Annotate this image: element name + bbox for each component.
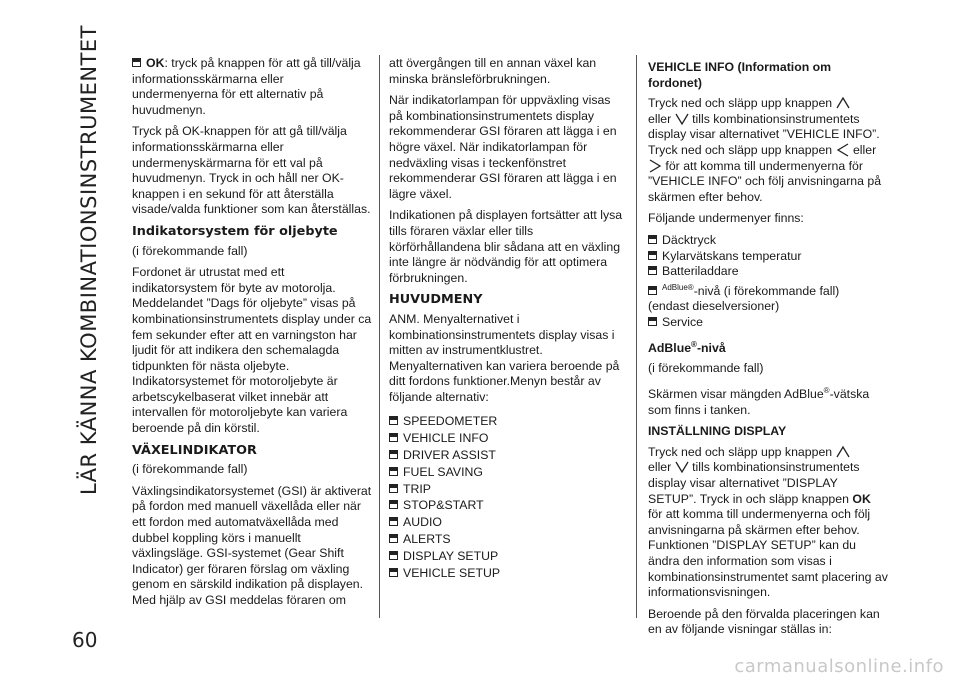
page-number: 60 <box>72 628 98 652</box>
list-item: TRIP <box>389 481 626 498</box>
bullet-icon <box>389 484 398 493</box>
arrow-down-icon <box>675 112 689 126</box>
list-item: AUDIO <box>389 514 626 531</box>
list-item: ALERTS <box>389 531 626 548</box>
column-2 <box>389 56 626 581</box>
bullet-icon <box>132 58 141 67</box>
menu-list <box>389 413 626 581</box>
column-divider <box>636 55 637 618</box>
paragraph: Tryck på OK-knappen för att gå till/välja informationsskärmarna eller undermenyskärmarna för ett val på huvudmenyn. Tryck in och håll ner OK-knappen i en sekund för att återställa visade/valda funktioner som kan återställas. <box>132 124 371 217</box>
paragraph: Skärmen visar mängden AdBlue®-vätska som finns i tanken. <box>648 385 870 417</box>
list-item: SPEEDOMETER <box>389 413 626 430</box>
bullet-icon <box>389 500 398 509</box>
bullet-icon <box>389 467 398 476</box>
section-heading-gear: VÄXELINDIKATOR <box>132 442 257 458</box>
paragraph: Indikationen på displayen fortsätter att lysa tills föraren växlar eller tills körförhållandena blir sådana att en växling inte längre är nödvändig för att optimera förbrukningen. <box>389 208 623 285</box>
section-heading-vehicle-info: VEHICLE INFO (Information om fordonet) <box>648 60 832 90</box>
paragraph: (i förekommande fall) <box>132 462 248 477</box>
paragraph: När indikatorlampan för uppväxling visas på kombinationsinstrumentets display rekommenderar GSI föraren att lägga i en högre växel. När indikatorlampan för nedväxling visas i teckenfönstret rekommenderar GSI föraren att lägga i en lägre växel. <box>389 93 617 201</box>
section-heading-adblue: AdBlue®-nivå <box>648 339 726 355</box>
column-3 <box>648 56 888 644</box>
bullet-icon <box>648 235 657 244</box>
bullet-icon <box>389 450 398 459</box>
list-item: $^{AdBlue®}$-nivå (i förekommande fall) <box>648 280 888 300</box>
paragraph: Följande undermenyer finns: <box>648 211 804 226</box>
bullet-icon <box>648 251 657 260</box>
bullet-icon <box>389 433 398 442</box>
section-heading-main-menu: HUVUDMENY <box>389 292 483 308</box>
list-item: DRIVER ASSIST <box>389 447 626 464</box>
ok-label: OK <box>146 56 165 70</box>
bullet-icon <box>389 534 398 543</box>
vehicle-info-paragraph: Tryck ned och släpp upp knappen eller tills kombinationsinstrumentets display visar alternativet ”VEHICLE INFO”. Tryck ned och släpp upp knappen eller för att komma till undermenyerna för ”VEHICLE INFO” och följ anvisningarna på skärmen efter behov. <box>648 96 882 204</box>
bullet-icon <box>389 517 398 526</box>
list-item: VEHICLE SETUP <box>389 565 626 582</box>
ok-paragraph <box>132 56 372 118</box>
arrow-left-icon <box>836 143 850 157</box>
paragraph: (i förekommande fall) <box>648 361 764 376</box>
bullet-icon <box>389 568 398 577</box>
section-heading-oil: Indikatorsystem för oljebyte <box>132 223 338 239</box>
column-divider <box>379 55 380 618</box>
bullet-icon <box>389 416 398 425</box>
list-item: DISPLAY SETUP <box>389 548 626 565</box>
paragraph: att övergången till en annan växel kan minska bränsleförbrukningen. <box>389 56 597 86</box>
watermark: carmanualsonline.info <box>734 656 944 677</box>
paragraph: (i förekommande fall) <box>132 243 248 258</box>
bullet-icon <box>648 266 657 275</box>
list-item: Kylarvätskans temperatur <box>648 249 888 265</box>
paragraph: Beroende på den förvalda placeringen kan en av följande visningar ställas in: <box>648 606 880 637</box>
bullet-icon <box>648 317 657 326</box>
display-setup-paragraph: Tryck ned och släpp upp knappen eller tills kombinationsinstrumentets display visar alternativet ”DISPLAY SETUP”. Tryck in och släpp knappen OK för att komma till undermenyerna och följ anvisningarna på skärmen efter behov. Funktionen ”DISPLAY SETUP” kan du ändra den information som visas i kombinationsinstrumentet samt placering av informationsvisningen. <box>648 444 888 600</box>
sidebar-title: LÄR KÄNNA KOMBINATIONSINSTRUMENTET <box>77 25 101 495</box>
bullet-icon <box>389 551 398 560</box>
column-1 <box>132 56 372 615</box>
paragraph-text: : tryck på knappen för att gå till/välja informationsskärmarna eller undermenyerna för ett alternativ på huvudmenyn. <box>132 56 361 117</box>
paragraph: ANM. Menyalternativet i kombinationsinstrumentets display visas i mitten av instrumentklustret. Menyalternativen kan variera beroende på ditt fordons funktioner.Menyn består av följande alternativ: <box>389 311 620 404</box>
ok-label: OK <box>852 491 871 506</box>
list-item: Däcktryck <box>648 233 888 249</box>
list-item: VEHICLE INFO <box>389 430 626 447</box>
section-heading-display-setup: INSTÄLLNING DISPLAY <box>648 424 787 439</box>
list-item-note: (endast dieselversioner) <box>648 299 780 314</box>
submenu-list <box>648 233 888 331</box>
list-item: Batteriladdare <box>648 264 888 280</box>
list-item: FUEL SAVING <box>389 464 626 481</box>
list-item: STOP&START <box>389 497 626 514</box>
paragraph: Växlingsindikatorsystemet (GSI) är aktiverat på fordon med manuell växellåda eller när ett fordon med automatväxellåda med dubbel koppling körs i manuellt växlingsläge. GSI-systemet (Gear Shift Indicator) ger föraren förslag om växling genom en särskild indikation på displayen. Med hjälp av GSI meddelas föraren om <box>132 483 372 607</box>
arrow-up-icon <box>836 96 850 110</box>
list-item: Service <box>648 315 888 331</box>
arrow-down-icon <box>675 460 689 474</box>
paragraph: Fordonet är utrustat med ett indikatorsystem för byte av motorolja. Meddelandet ”Dags för oljebyte” visas på kombinationsinstrumentets display under ca fem sekunder efter att en varningston har ljudit för att indikera den schemalagda tidpunkten för nästa oljebyte. Indikatorsystemet för motoroljebyte är arbetscykelbaserat vilket innebär att intervallen för motoroljebyte kan variera beroende på din körstil. <box>132 265 372 436</box>
arrow-up-icon <box>836 445 850 459</box>
bullet-icon <box>648 286 657 295</box>
arrow-right-icon <box>648 159 662 173</box>
